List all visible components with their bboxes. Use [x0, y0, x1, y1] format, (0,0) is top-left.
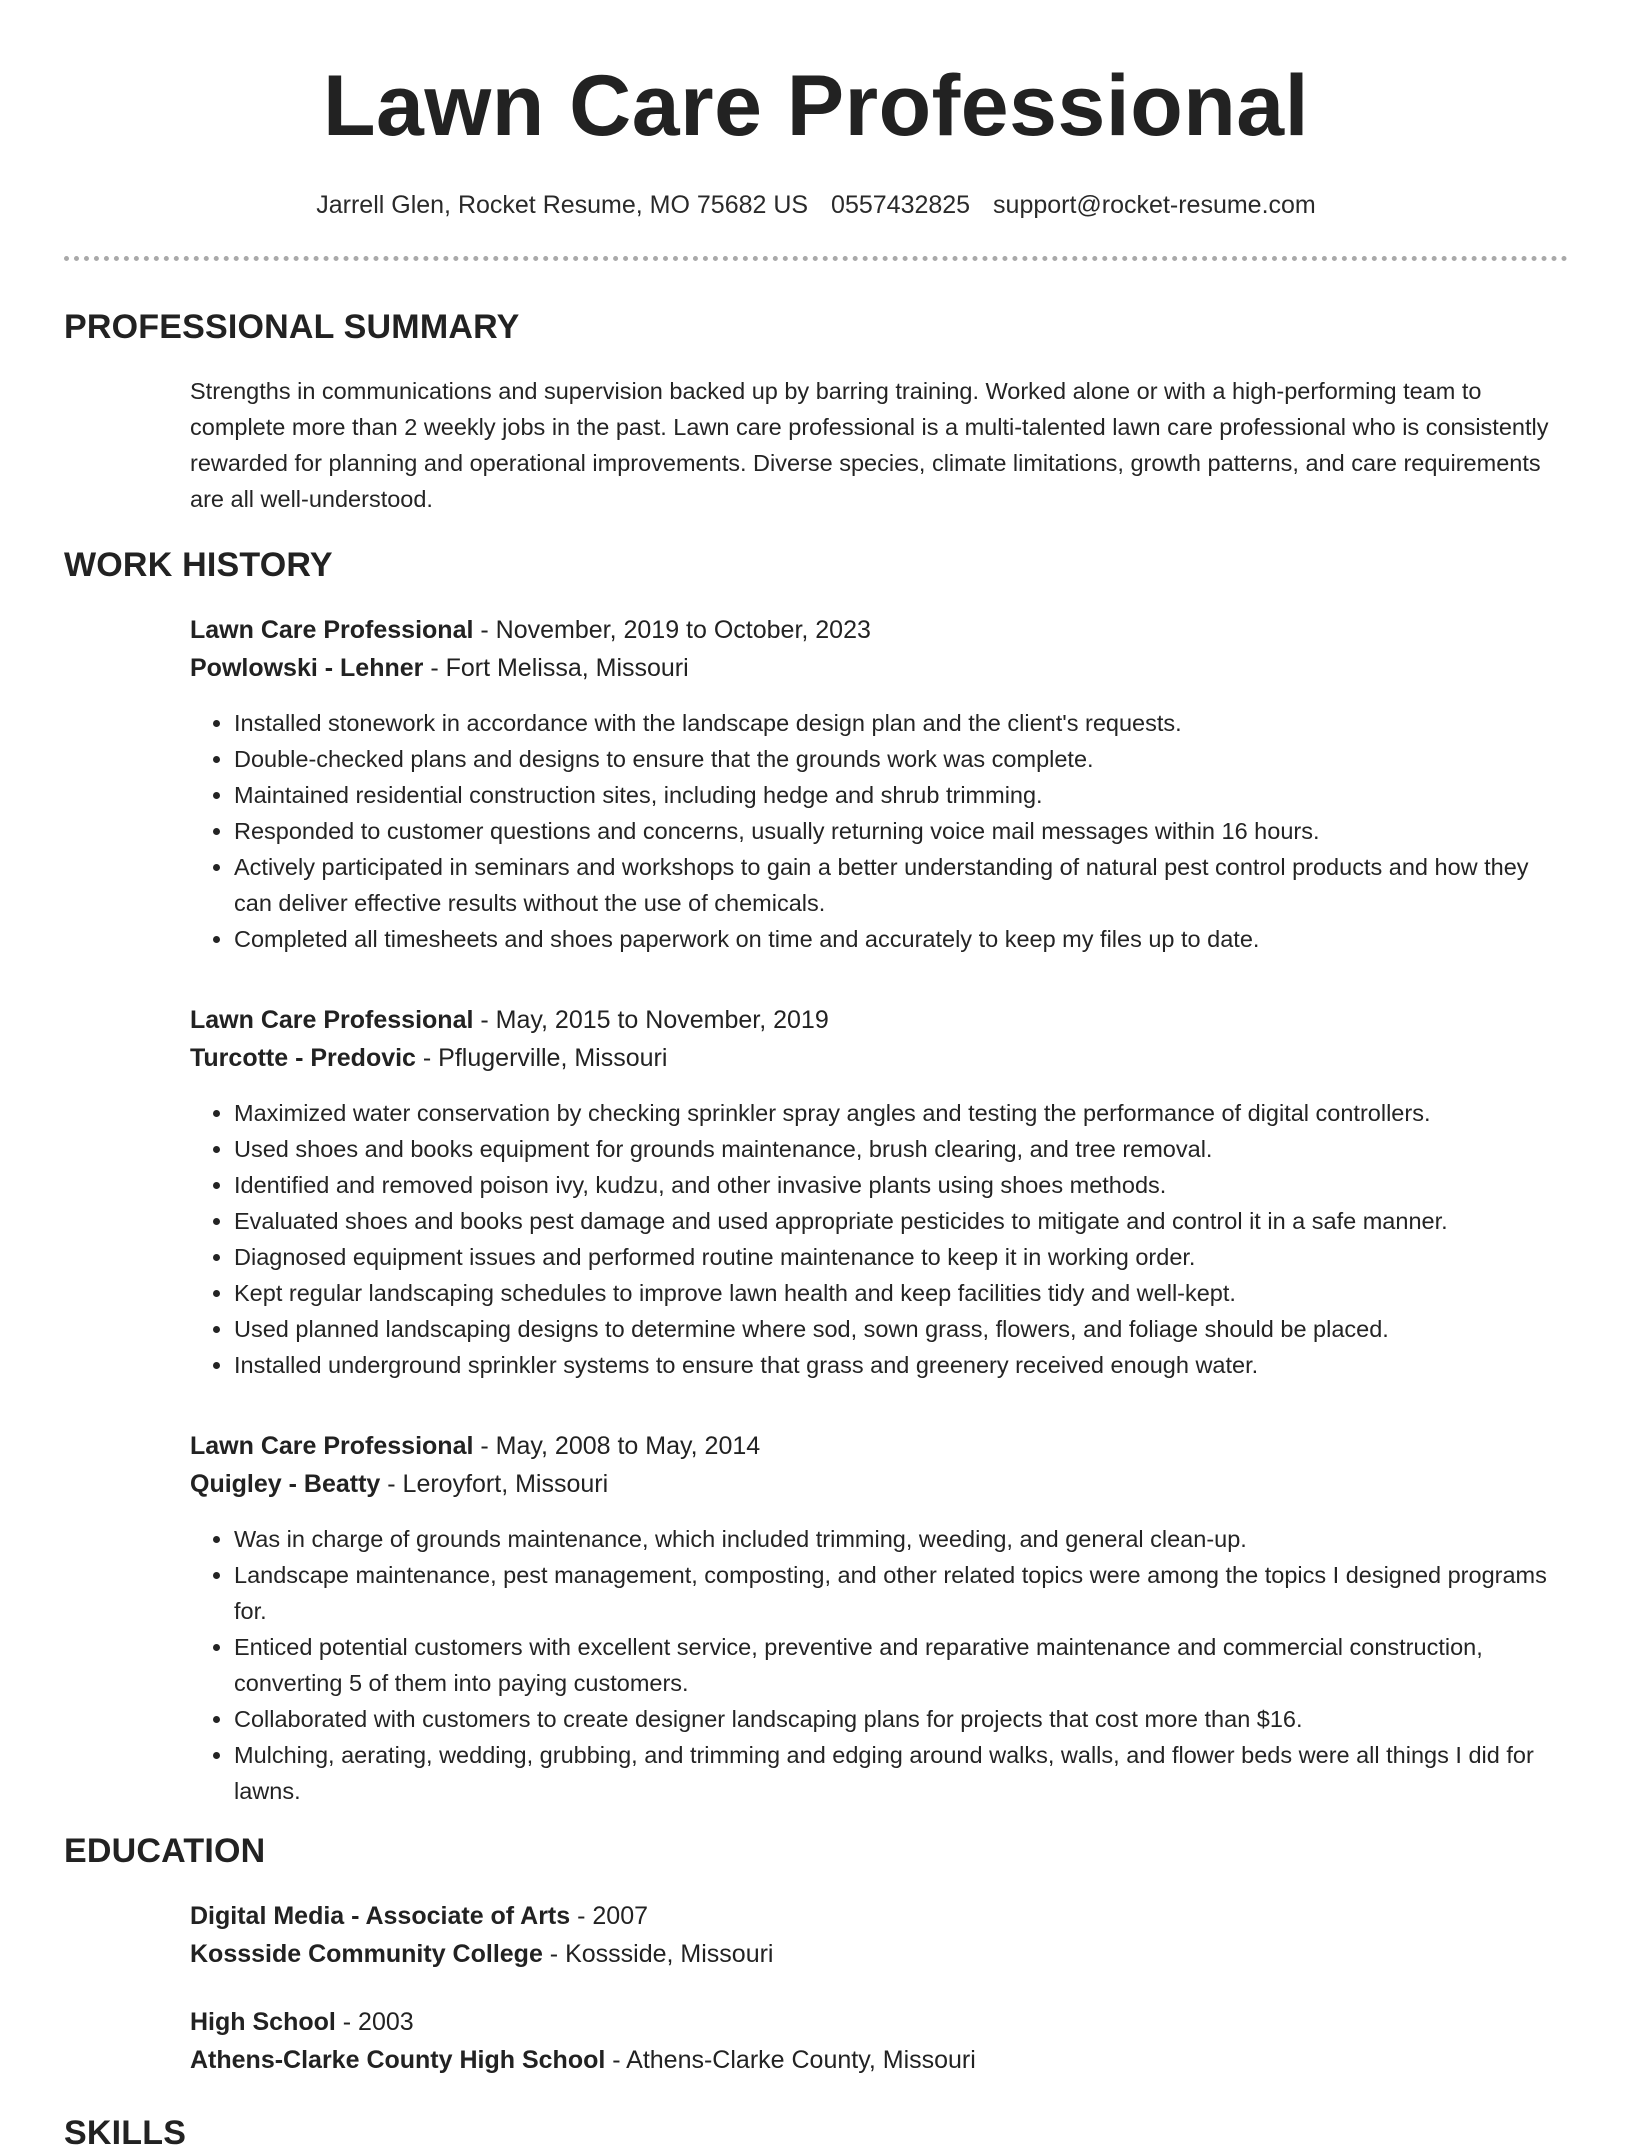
education-school-line: [190, 2041, 1568, 2079]
list-item: • Responded to customer questions and concerns, usually returning voice mail messages within 16 hours.: [234, 813, 1568, 849]
list-item: • Collaborated with customers to create designer landscaping plans for projects that cost more than $16.: [234, 1701, 1568, 1737]
job-company: Powlowski - Lehner: [190, 654, 424, 682]
job-company-line: [190, 649, 1568, 687]
job-entry: [190, 611, 1568, 957]
education-location: - Athens-Clarke County, Missouri: [605, 2046, 976, 2074]
education-degree: High School: [190, 2008, 336, 2036]
education-entry: [190, 2003, 1568, 2079]
education-school: Athens-Clarke County High School: [190, 2046, 606, 2074]
work-history-heading: WORK HISTORY: [64, 546, 333, 584]
education-heading: EDUCATION: [64, 1832, 266, 1870]
job-company: Quigley - Beatty: [190, 1470, 381, 1498]
job-company-line: [190, 1039, 1568, 1077]
list-item: • Kept regular landscaping schedules to improve lawn health and keep facilities tidy and well-kept.: [234, 1275, 1568, 1311]
contact-phone: 0557432825: [831, 191, 971, 219]
resume-title: Lawn Care Professional: [323, 58, 1309, 154]
job-entry: [190, 1427, 1568, 1809]
work-history-section: [64, 545, 1568, 1809]
education-school: Kossside Community College: [190, 1940, 543, 1968]
job-bullets: [190, 1095, 1568, 1383]
education-year: - 2003: [335, 2008, 414, 2036]
job-company: Turcotte - Predovic: [190, 1044, 416, 1072]
job-entry: [190, 1001, 1568, 1383]
job-location: - Pflugerville, Missouri: [415, 1044, 668, 1072]
job-title-line: [190, 611, 1568, 649]
list-item: • Enticed potential customers with excellent service, preventive and reparative maintenance and commercial construction, converting 5 of them into paying customers.: [234, 1629, 1568, 1701]
job-dates: - May, 2015 to November, 2019: [473, 1006, 829, 1034]
job-dates: - November, 2019 to October, 2023: [473, 616, 871, 644]
list-item: • Completed all timesheets and shoes paperwork on time and accurately to keep my files up to date.: [234, 921, 1568, 957]
job-title-line: [190, 1427, 1568, 1465]
list-item: • Used planned landscaping designs to determine where sod, sown grass, flowers, and foliage should be placed.: [234, 1311, 1568, 1347]
job-role: Lawn Care Professional: [190, 1432, 474, 1460]
header-divider: [64, 256, 1568, 261]
education-entry: [190, 1897, 1568, 1973]
list-item: • Was in charge of grounds maintenance, which included trimming, weeding, and general clean-up.: [234, 1521, 1568, 1557]
list-item: • Landscape maintenance, pest management, composting, and other related topics were among the topics I designed programs for.: [234, 1557, 1568, 1629]
skills-section: [64, 2113, 1568, 2153]
list-item: • Maintained residential construction sites, including hedge and shrub trimming.: [234, 777, 1568, 813]
summary-text: Strengths in communications and supervision backed up by barring training. Worked alone or with a high-performing team to complete more than 2 weekly jobs in the past. Lawn care professional is a multi-talented lawn care professional who is consistently rewarded for planning and operational improvements. Diverse species, climate limitations, growth patterns, and care requirements are all well-understood.: [190, 378, 1549, 512]
list-item: • Double-checked plans and designs to ensure that the grounds work was complete.: [234, 741, 1568, 777]
list-item: • Used shoes and books equipment for grounds maintenance, brush clearing, and tree removal.: [234, 1131, 1568, 1167]
job-location: - Fort Melissa, Missouri: [423, 654, 689, 682]
list-item: • Installed stonework in accordance with the landscape design plan and the client's requests.: [234, 705, 1568, 741]
education-location: - Kossside, Missouri: [542, 1940, 774, 1968]
list-item: • Mulching, aerating, wedding, grubbing, and trimming and edging around walks, walls, and flower beds were all things I did for lawns.: [234, 1737, 1568, 1809]
summary-heading: PROFESSIONAL SUMMARY: [64, 308, 520, 346]
contact-address: Jarrell Glen, Rocket Resume, MO 75682 US: [316, 191, 809, 219]
contact-email: support@rocket-resume.com: [993, 191, 1316, 219]
education-year: - 2007: [570, 1902, 649, 1930]
summary-section: [64, 307, 1568, 517]
job-title-line: [190, 1001, 1568, 1039]
job-bullets: [190, 1521, 1568, 1809]
contact-line: [64, 190, 1568, 220]
job-company-line: [190, 1465, 1568, 1503]
job-role: Lawn Care Professional: [190, 616, 474, 644]
list-item: • Installed underground sprinkler systems to ensure that grass and greenery received enough water.: [234, 1347, 1568, 1383]
job-dates: - May, 2008 to May, 2014: [473, 1432, 761, 1460]
education-degree-line: [190, 2003, 1568, 2041]
education-school-line: [190, 1935, 1568, 1973]
education-section: [64, 1831, 1568, 2079]
skills-heading: SKILLS: [64, 2114, 187, 2152]
list-item: • Maximized water conservation by checking sprinkler spray angles and testing the performance of digital controllers.: [234, 1095, 1568, 1131]
job-role: Lawn Care Professional: [190, 1006, 474, 1034]
list-item: • Diagnosed equipment issues and performed routine maintenance to keep it in working order.: [234, 1239, 1568, 1275]
list-item: • Evaluated shoes and books pest damage and used appropriate pesticides to mitigate and control it in a safe manner.: [234, 1203, 1568, 1239]
list-item: • Actively participated in seminars and workshops to gain a better understanding of natural pest control products and how they can deliver effective results without the use of chemicals.: [234, 849, 1568, 921]
job-location: - Leroyfort, Missouri: [380, 1470, 609, 1498]
job-bullets: [190, 705, 1568, 957]
education-degree-line: [190, 1897, 1568, 1935]
list-item: • Identified and removed poison ivy, kudzu, and other invasive plants using shoes methods.: [234, 1167, 1568, 1203]
education-degree: Digital Media - Associate of Arts: [190, 1902, 571, 1930]
